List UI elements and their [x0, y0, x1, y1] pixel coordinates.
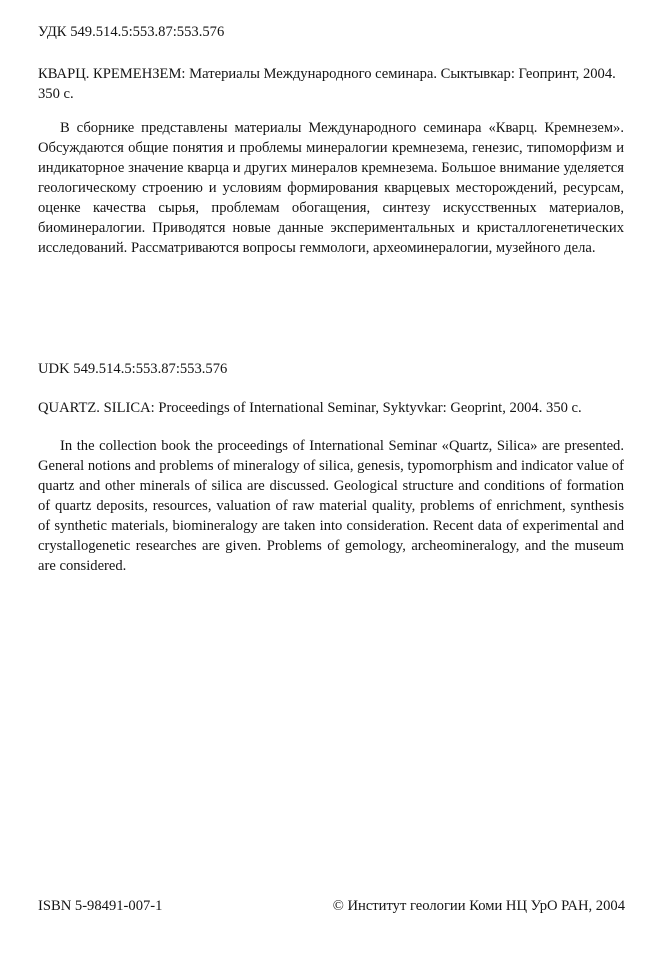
udk-en: UDK 549.514.5:553.87:553.576 [38, 361, 228, 377]
copyright: © Институт геологии Коми НЦ УрО РАН, 2004 [332, 898, 625, 914]
udk-ru: УДК 549.514.5:553.87:553.576 [38, 24, 225, 40]
abstract-ru: В сборнике представлены материалы Международного семинара «Кварц. Кремнезем». Обсуждаются общие понятия и проблемы минералогии кремнезема, генезис, типоморфизм и индикаторное значение кварца и других минералов кремнезема. Большое внимание уделяется геологическому строению и условиям формирования кварцевых месторождений, ресурсам, оценке качества сырья, проблемам обогащения, синтезу искусственных материалов, биоминералогии. Приводятся новые данные экспериментальных и кристаллогенетических исследований. Рассматриваются вопросы геммологи, археоминералогии, музейного дела. [38, 120, 624, 256]
bibliographic-title-ru: КВАРЦ. КРЕМЕНЗЕМ: Материалы Международного семинара. Сыктывкар: Геопринт, 2004. 350 с. [38, 66, 616, 102]
abstract-en: In the collection book the proceedings of International Seminar «Quartz, Silica» are presented. General notions and problems of mineralogy of silica, genesis, typomorphism and indicator value of quartz and other minerals of silica are discussed. Geological structure and conditions of formation of quartz deposits, resources, valuation of raw material quality, problems of enrichment, synthesis of synthetic materials, biomineralogy are taken into consideration. Recent data of experimental and crystallogenetic researches are given. Problems of gemology, archeomineralogy, and the museum are considered. [38, 438, 624, 574]
bibliographic-title-en: QUARTZ. SILICA: Proceedings of International Seminar, Syktyvkar: Geoprint, 2004. 350 c. [38, 400, 582, 416]
isbn: ISBN 5-98491-007-1 [38, 898, 163, 914]
